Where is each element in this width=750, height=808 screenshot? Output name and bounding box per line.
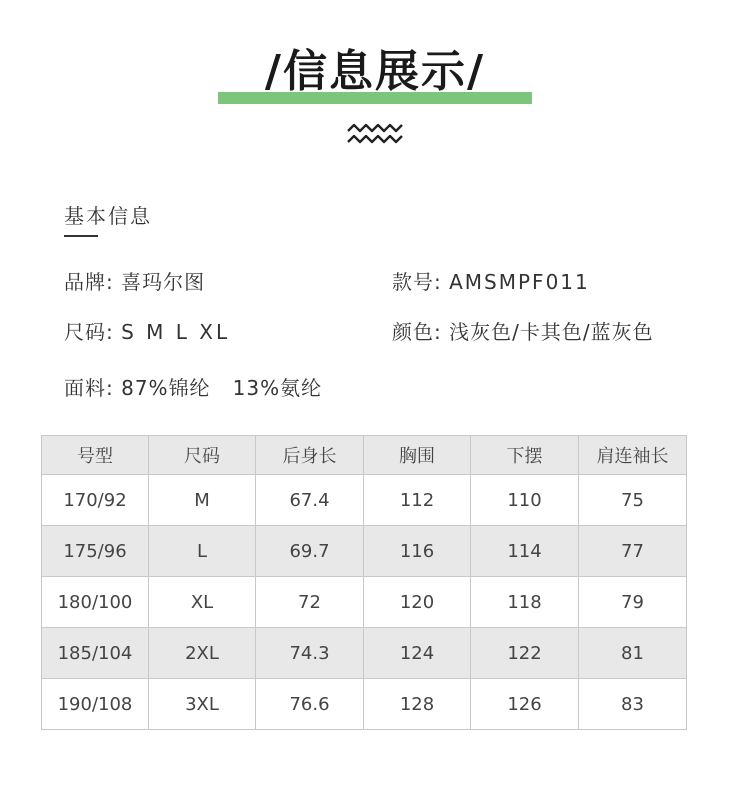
table-cell: 116 — [364, 526, 471, 577]
table-cell: 114 — [471, 526, 579, 577]
table-cell: 74.3 — [256, 628, 364, 679]
fabric-value: 87%锦纶 13%氨纶 — [121, 376, 323, 400]
table-cell: 79 — [579, 577, 687, 628]
table-cell: 170/92 — [42, 475, 149, 526]
table-cell: 122 — [471, 628, 579, 679]
table-cell: 124 — [364, 628, 471, 679]
style-label: 款号: — [392, 270, 442, 294]
color-label: 颜色: — [392, 320, 442, 344]
brand-info — [64, 266, 205, 295]
size-info — [64, 316, 230, 345]
table-cell: 69.7 — [256, 526, 364, 577]
table-cell: 185/104 — [42, 628, 149, 679]
table-row — [42, 679, 687, 730]
table-cell: 83 — [579, 679, 687, 730]
table-cell: XL — [149, 577, 256, 628]
table-cell: 75 — [579, 475, 687, 526]
section-underline — [64, 235, 98, 237]
section-title: 基本信息 — [64, 204, 152, 228]
color-value: 浅灰色/卡其色/蓝灰色 — [449, 320, 654, 344]
table-cell: 72 — [256, 577, 364, 628]
table-header-row — [42, 436, 687, 475]
table-cell: 67.4 — [256, 475, 364, 526]
table-row — [42, 526, 687, 577]
table-row — [42, 475, 687, 526]
size-label: 尺码: — [64, 320, 114, 344]
table-cell: 190/108 — [42, 679, 149, 730]
brand-label: 品牌: — [64, 270, 114, 294]
zigzag-divider-icon — [347, 122, 403, 148]
page-title: /信息展示/ — [264, 46, 486, 97]
color-info — [392, 316, 654, 345]
style-value: AMSMPF011 — [449, 270, 590, 294]
table-row — [42, 577, 687, 628]
header-cell-hem: 下摆 — [471, 436, 579, 475]
table-cell: M — [149, 475, 256, 526]
table-cell: 175/96 — [42, 526, 149, 577]
fabric-label: 面料: — [64, 376, 114, 400]
brand-value: 喜玛尔图 — [121, 270, 206, 294]
table-cell: 120 — [364, 577, 471, 628]
header-cell-back-length: 后身长 — [256, 436, 364, 475]
size-value: S M L XL — [121, 320, 231, 344]
header-cell-model: 号型 — [42, 436, 149, 475]
table-cell: 3XL — [149, 679, 256, 730]
table-row — [42, 628, 687, 679]
table-cell: 110 — [471, 475, 579, 526]
table-cell: 76.6 — [256, 679, 364, 730]
table-cell: L — [149, 526, 256, 577]
table-cell: 128 — [364, 679, 471, 730]
header-cell-chest: 胸围 — [364, 436, 471, 475]
table-cell: 180/100 — [42, 577, 149, 628]
fabric-info — [64, 372, 322, 401]
table-cell: 112 — [364, 475, 471, 526]
style-number-info — [392, 266, 590, 295]
table-cell: 126 — [471, 679, 579, 730]
header-cell-size: 尺码 — [149, 436, 256, 475]
size-chart-table — [41, 435, 687, 730]
page-title-block — [0, 40, 750, 110]
table-cell: 81 — [579, 628, 687, 679]
table-cell: 118 — [471, 577, 579, 628]
table-cell: 77 — [579, 526, 687, 577]
table-cell: 2XL — [149, 628, 256, 679]
header-cell-sleeve-length: 肩连袖长 — [579, 436, 687, 475]
